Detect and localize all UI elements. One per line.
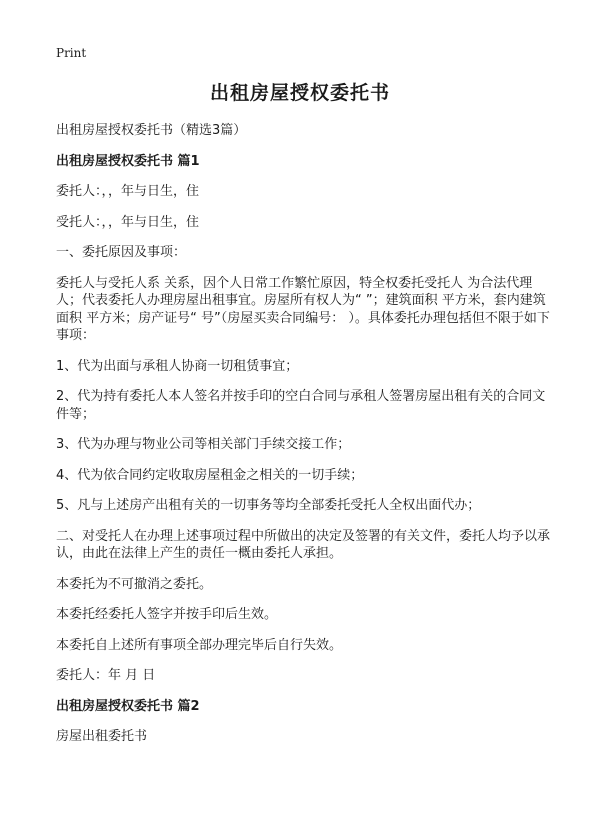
paragraph: 本委托自上述所有事项全部办理完毕后自行失效。 xyxy=(56,637,343,653)
paragraph: 委托人与受托人系 关系，因个人日常工作繁忙原因，特全权委托受托人 为合法代理人；代表委托人办理房屋出租事宜。房屋所有权人为“ ”；建筑面积 平方米，套内建筑面积 平方米；房产证号“ 号”（房屋买卖合同编号： ）。具体委托办理包括但不限于如下事项： xyxy=(56,275,550,343)
document-body xyxy=(56,122,551,759)
paragraph: 2、代为持有委托人本人签名并按手印的空白合同与承租人签署房屋出租有关的合同文件等； xyxy=(56,389,546,422)
paragraph: 二、对受托人在办理上述事项过程中所做出的决定及签署的有关文件，委托人均予以承认，由此在法律上产生的责任一概由委托人承担。 xyxy=(56,528,551,561)
paragraph: 一、委托原因及事项： xyxy=(56,245,187,260)
paragraph: 委托人：，，年与日生，住 xyxy=(56,184,200,199)
paragraph: 5、凡与上述房产出租有关的一切事务等均全部委托受托人全权出面代办； xyxy=(56,498,481,513)
paragraph: 委托人：年 月 日 xyxy=(56,668,156,683)
paragraph: 房屋出租委托书 xyxy=(56,729,148,744)
paragraph: 出租房屋授权委托书（精选3篇） xyxy=(56,123,247,138)
paragraph: 本委托经委托人签字并按手印后生效。 xyxy=(56,607,278,622)
section-heading: 出租房屋授权委托书 篇2 xyxy=(56,698,200,714)
print-label: Print xyxy=(56,46,87,60)
paragraph: 受托人：，，年与日生，住 xyxy=(56,214,200,230)
paragraph: 3、代为办理与物业公司等相关部门手续交接工作； xyxy=(56,437,351,452)
paragraph: 本委托为不可撤消之委托。 xyxy=(56,576,213,592)
section-heading: 出租房屋授权委托书 篇1 xyxy=(56,153,200,169)
paragraph: 4、代为依合同约定收取房屋租金之相关的一切手续； xyxy=(56,467,364,483)
paragraph: 1、代为出面与承租人协商一切租赁事宜； xyxy=(56,358,299,374)
document-title: 出租房屋授权委托书 xyxy=(209,82,390,104)
